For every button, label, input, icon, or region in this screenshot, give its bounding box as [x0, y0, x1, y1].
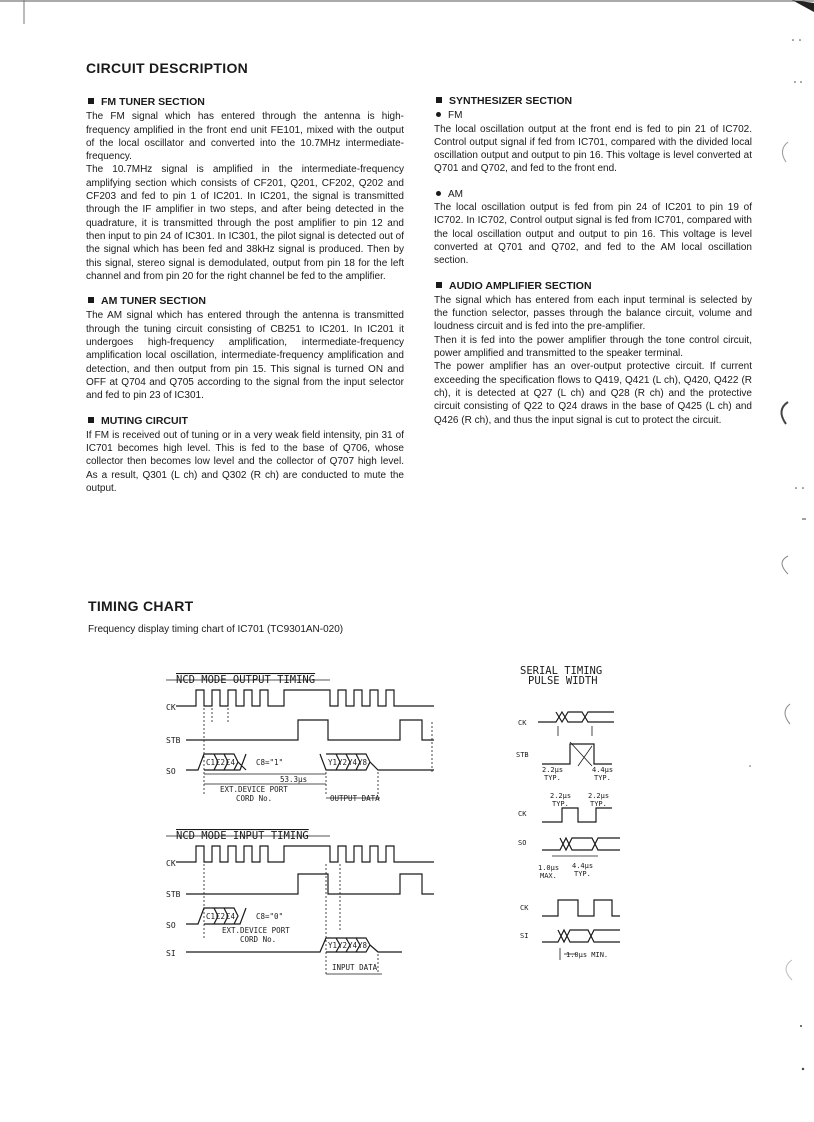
- bit-y2: Y2: [338, 758, 348, 767]
- stb-label: STB: [166, 890, 181, 899]
- ck-waveform: [176, 690, 434, 706]
- serial-timing-diagram: [512, 660, 662, 966]
- t5-label: 1.0μs: [538, 864, 560, 872]
- t6-sub: TYP.: [574, 870, 591, 878]
- bit-y1: Y1: [328, 941, 338, 950]
- fm-tuner-heading: FM TUNER SECTION: [86, 96, 404, 109]
- left-column: [86, 96, 404, 495]
- t1-sub: TYP.: [544, 774, 561, 782]
- bullet-square-icon: [436, 282, 442, 288]
- t7-label: 1.0μs MIN.: [566, 951, 609, 959]
- ck-label: CK: [166, 703, 176, 712]
- timing-chart-title: TIMING CHART: [88, 598, 194, 614]
- bit-c2: C2: [216, 912, 226, 921]
- muting-paragraph: If FM is received out of tuning or in a very weak field intensity, pin 31 of IC701 becomes high level. This is fed to the base of Q706, whose collector then becomes low level and the collector of Q707 high level. As a result, Q301 (L ch) and Q302 (R ch) are conducted to mute the output.: [86, 429, 404, 495]
- stb-waveform: [542, 744, 612, 764]
- audio-paragraph-1: The signal which has entered from each input terminal is selected by the function selector, passes through the balance circuit, volume and loudness circuit and is fed into the pre-amplifier.: [434, 294, 752, 333]
- period-label: 53.3μs: [280, 775, 308, 784]
- si-label: SI: [520, 932, 529, 940]
- bit-c4: C4: [226, 758, 236, 767]
- port-label-2: CORD No.: [236, 794, 273, 803]
- bullet-dot-icon: [436, 191, 441, 196]
- t4-label: 2.2μs: [588, 792, 610, 800]
- input-timing-diagram: [160, 820, 450, 980]
- bit-y8: Y8: [358, 941, 368, 950]
- bullet-dot-icon: [436, 112, 441, 117]
- t3-sub: TYP.: [552, 800, 569, 808]
- t3-label: 2.2μs: [550, 792, 572, 800]
- si-waveform: [542, 930, 620, 942]
- ck-label-3: CK: [520, 904, 529, 912]
- stb-waveform: [186, 720, 434, 740]
- si-label: SI: [166, 949, 176, 958]
- output-timing-title: NCD MODE OUTPUT TIMING: [176, 674, 316, 686]
- ck-waveform-2: [542, 808, 612, 822]
- t5-sub: MAX.: [540, 872, 557, 880]
- synth-fm-paragraph: The local oscillation output at the front end is fed to pin 21 of IC702. Control output signal if fed from IC701, compared with the divided local oscillation output and output to pin 16. This voltage is level converted at Q701 and Q702, and fed to the front end.: [434, 123, 752, 175]
- ck-waveform: [176, 846, 434, 862]
- bit-y2: Y2: [338, 941, 348, 950]
- t4-sub: TYP.: [590, 800, 607, 808]
- ck-label-1: CK: [518, 719, 527, 727]
- bit-y1: Y1: [328, 758, 338, 767]
- bit-c4: C4: [226, 912, 236, 921]
- port-label-2: CORD No.: [240, 935, 277, 944]
- output-timing-diagram: [160, 664, 450, 814]
- ck-label-2: CK: [518, 810, 527, 818]
- bit-y8: Y8: [358, 758, 368, 767]
- fm-tuner-paragraph-2: The 10.7MHz signal is amplified in the intermediate-frequency amplifying section which consists of CF201, Q201, CF202, Q202 and CF203 and fed to pin 1 of IC201. In IC201, the signal is transmitted through the IF amplifier in two steps, and after being detected in the quadrature, it is transmitted through the post amplifier to pin 12 and then input to pin 24 of IC301. In IC301, the pilot signal is detected out of the signal which has been fed and 38kHz signal is produced. Then by this signal, stereo signal is demodulated, output from pin 18 for the left channel and from pin 20 for the right channel be fed to the amplifier.: [86, 164, 404, 282]
- audio-amplifier-heading: AUDIO AMPLIFIER SECTION: [434, 280, 752, 293]
- port-label: EXT.DEVICE PORT: [222, 926, 290, 935]
- t2-sub: TYP.: [594, 774, 611, 782]
- c8-label: C8="0": [256, 912, 284, 921]
- t1-label: 2.2μs: [542, 766, 564, 774]
- bullet-square-icon: [88, 98, 94, 104]
- serial-timing-title: SERIAL TIMING: [520, 665, 603, 677]
- output-data-label: OUTPUT DATA: [330, 794, 380, 803]
- bit-c2: C2: [216, 758, 226, 767]
- si-waveform: [186, 938, 402, 952]
- so-label: SO: [166, 767, 176, 776]
- bit-y4: Y4: [348, 758, 358, 767]
- stb-label: STB: [166, 736, 181, 745]
- bit-c1: C1: [206, 758, 216, 767]
- am-tuner-paragraph: The AM signal which has entered through the antenna is transmitted through the tuning circuit consisting of CB251 to IC201. In IC201 it undergoes high-frequency amplification, intermediate-frequency amplification local oscillation, intermediate-frequency amplification and detection, and then output from pin 15. This signal is turned ON and OFF at Q704 and Q705 according to the signal from the input selector and fed to pin 23 of IC301.: [86, 310, 404, 402]
- so-label: SO: [166, 921, 176, 930]
- timing-chart-caption: Frequency display timing chart of IC701 (TC9301AN-020): [88, 624, 344, 635]
- am-tuner-heading: AM TUNER SECTION: [86, 295, 404, 308]
- pulse-width-title: PULSE WIDTH: [528, 675, 598, 687]
- muting-heading: MUTING CIRCUIT: [86, 415, 404, 428]
- synthesizer-heading: SYNTHESIZER SECTION: [434, 95, 752, 108]
- audio-paragraph-3: The power amplifier has an over-output protective circuit. If current exceeding the specification flows to Q419, Q421 (L ch), Q420, Q422 (R ch), it is detected at Q27 (L ch) and Q28 (R ch) and the protective circuit consisting of Q22 to Q24 draws in the base of Q425 (L ch) and Q426 (R ch), and thus the input signal is cut to protect the circuit.: [434, 361, 752, 426]
- input-timing-title: NCD MODE INPUT TIMING: [176, 830, 309, 842]
- right-column: [434, 95, 752, 427]
- stb-label: STB: [516, 751, 529, 759]
- bullet-square-icon: [88, 297, 94, 303]
- so-waveform: [542, 838, 620, 850]
- port-label: EXT.DEVICE PORT: [220, 785, 288, 794]
- fm-tuner-paragraph-1: The FM signal which has entered through the antenna is high-frequency amplified in the front end unit FE101, mixed with the output of the local oscillator and converted into the 10.7MHz intermediate-frequency.: [86, 111, 404, 163]
- input-data-label: INPUT DATA: [332, 963, 378, 972]
- bullet-square-icon: [436, 97, 442, 103]
- bit-y4: Y4: [348, 941, 358, 950]
- stb-waveform: [186, 874, 434, 894]
- synth-fm-label: FM: [434, 109, 752, 122]
- synth-am-paragraph: The local oscillation output is fed from pin 24 of IC201 to pin 19 of IC702. In IC702, Control output signal is fed from IC701, compared with the local oscillation output and output to pin 16. This voltage is level converted at Q701 and Q702, and fed to the AM local oscillation section.: [434, 202, 752, 267]
- ck-label: CK: [166, 859, 176, 868]
- ck-waveform-1: [538, 712, 614, 722]
- so-label: SO: [518, 839, 527, 847]
- ck-waveform-3: [542, 900, 620, 916]
- circuit-description-title: CIRCUIT DESCRIPTION: [86, 60, 249, 76]
- t6-label: 4.4μs: [572, 862, 594, 870]
- synth-am-label: AM: [434, 188, 752, 201]
- bit-c1: C1: [206, 912, 216, 921]
- audio-paragraph-2: Then it is fed into the power amplifier through the tone control circuit, power amplified and transmitted to the speaker terminal.: [434, 334, 752, 360]
- c8-label: C8="1": [256, 758, 284, 767]
- bullet-square-icon: [88, 417, 94, 423]
- t2-label: 4.4μs: [592, 766, 614, 774]
